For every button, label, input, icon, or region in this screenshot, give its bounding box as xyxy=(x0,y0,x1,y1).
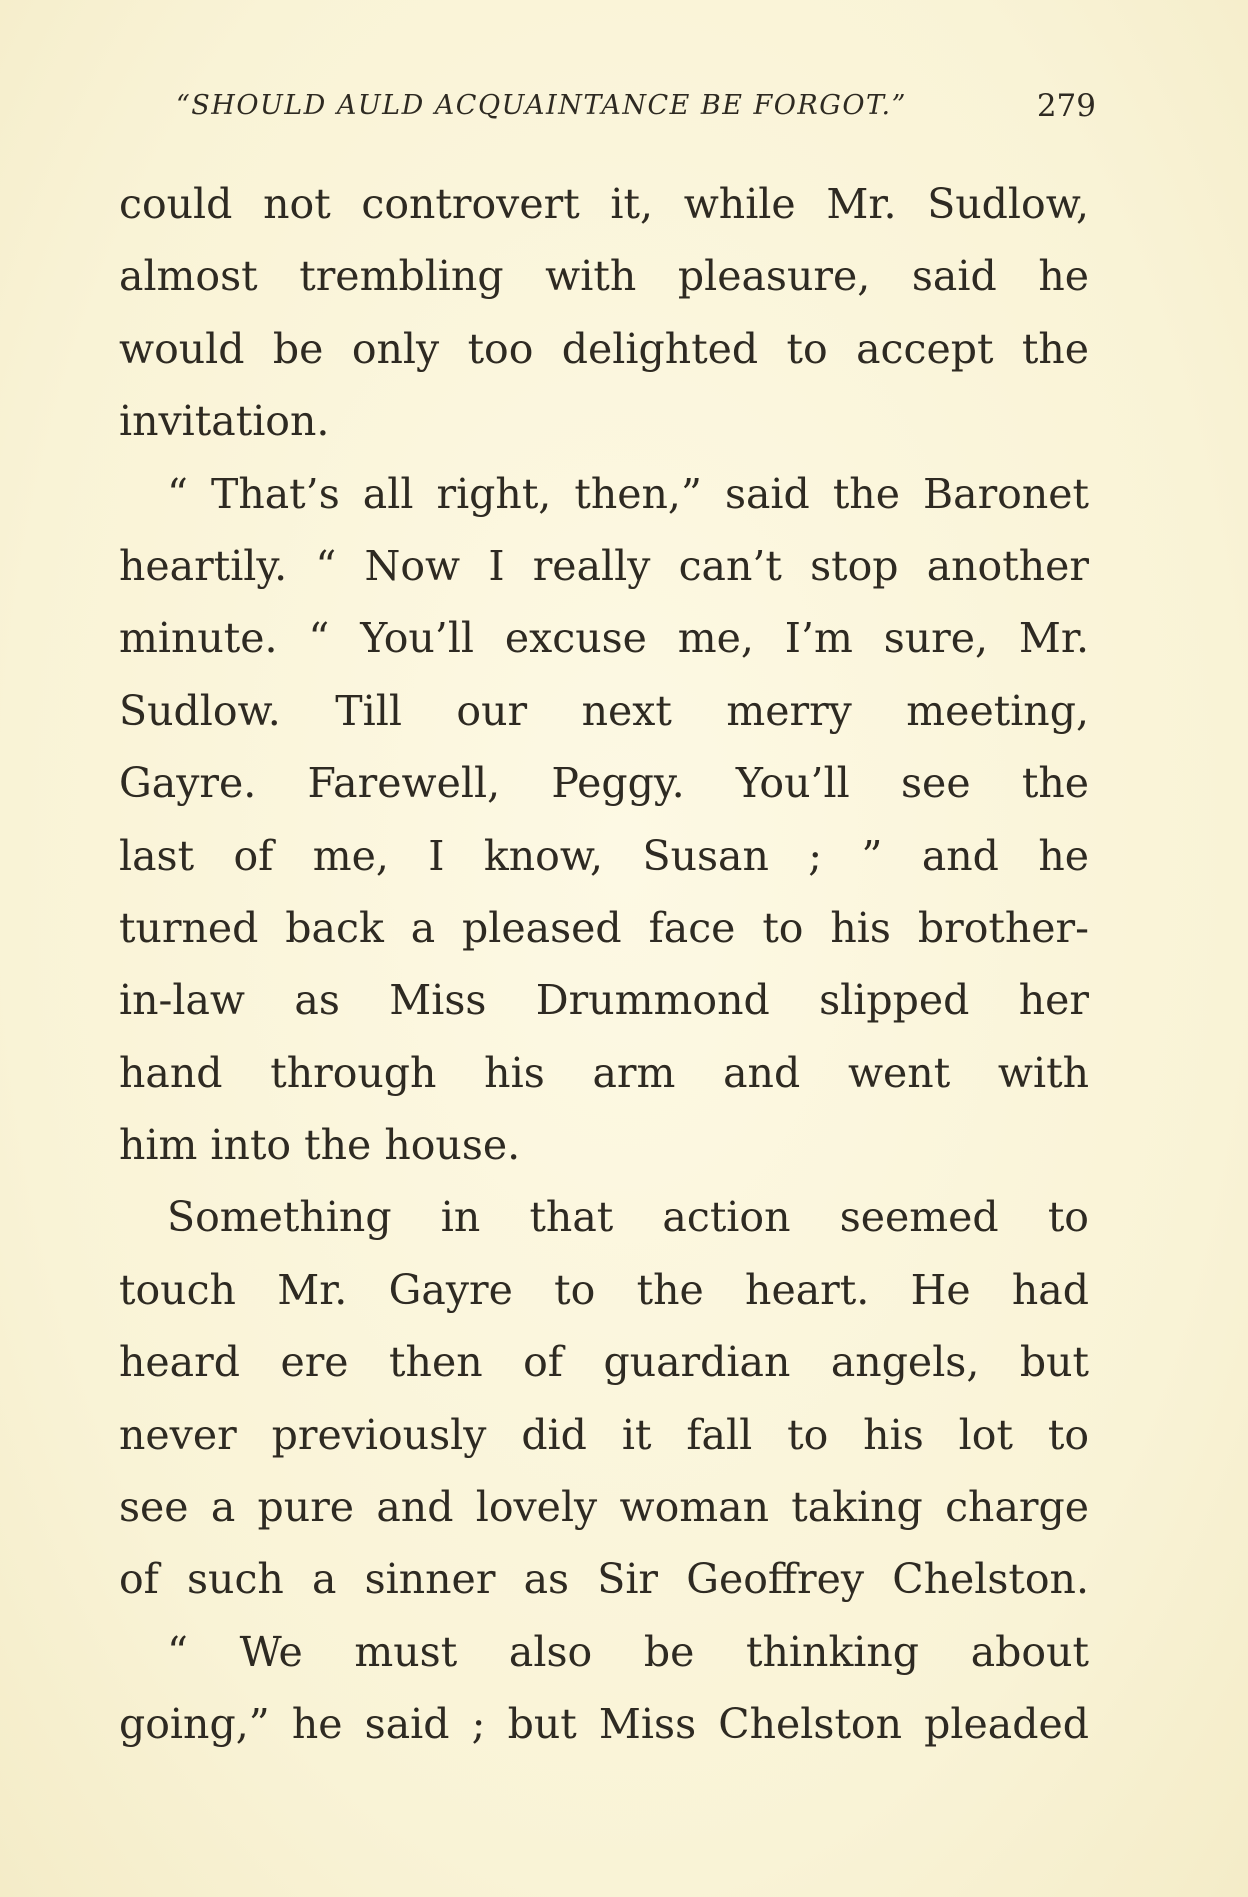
text-line: turned back a pleased face to his brother- xyxy=(119,903,1089,952)
text-line: hand through his arm and went with xyxy=(119,1048,1089,1097)
text-line: last of me, I know, Susan ; ” and he xyxy=(119,831,1089,880)
text-line: would be only too delighted to accept the xyxy=(119,324,1089,373)
body-text xyxy=(119,168,1089,1761)
running-head xyxy=(176,90,1096,130)
text-line: heartily. “ Now I really can’t stop another xyxy=(119,541,1089,590)
text-line: Gayre. Farewell, Peggy. You’ll see the xyxy=(119,759,1089,808)
text-line: going,” he said ; but Miss Chelston pleaded xyxy=(119,1700,1089,1749)
text-line: of such a sinner as Sir Geoffrey Chelston. xyxy=(119,1555,1089,1604)
running-title: “SHOULD AULD ACQUAINTANCE BE FORGOT.” xyxy=(176,90,907,121)
text-line: touch Mr. Gayre to the heart. He had xyxy=(119,1265,1089,1314)
text-line: heard ere then of guardian angels, but xyxy=(119,1338,1089,1387)
text-line: never previously did it fall to his lot to xyxy=(119,1410,1089,1459)
text-line: “ That’s all right, then,” said the Baronet xyxy=(167,469,1089,518)
text-line: could not controvert it, while Mr. Sudlow, xyxy=(119,180,1089,228)
text-line: minute. “ You’ll excuse me, I’m sure, Mr. xyxy=(119,614,1089,663)
text-line: invitation. xyxy=(119,397,330,446)
page-number: 279 xyxy=(1036,88,1096,124)
text-line: Sudlow. Till our next merry meeting, xyxy=(119,686,1089,735)
text-line: almost trembling with pleasure, said he xyxy=(119,252,1089,301)
text-line: see a pure and lovely woman taking charge xyxy=(119,1483,1089,1532)
text-line: him into the house. xyxy=(119,1121,521,1170)
text-line: in-law as Miss Drummond slipped her xyxy=(119,976,1089,1025)
text-line: Something in that action seemed to xyxy=(167,1193,1089,1242)
text-line: “ We must also be thinking about xyxy=(167,1627,1089,1676)
